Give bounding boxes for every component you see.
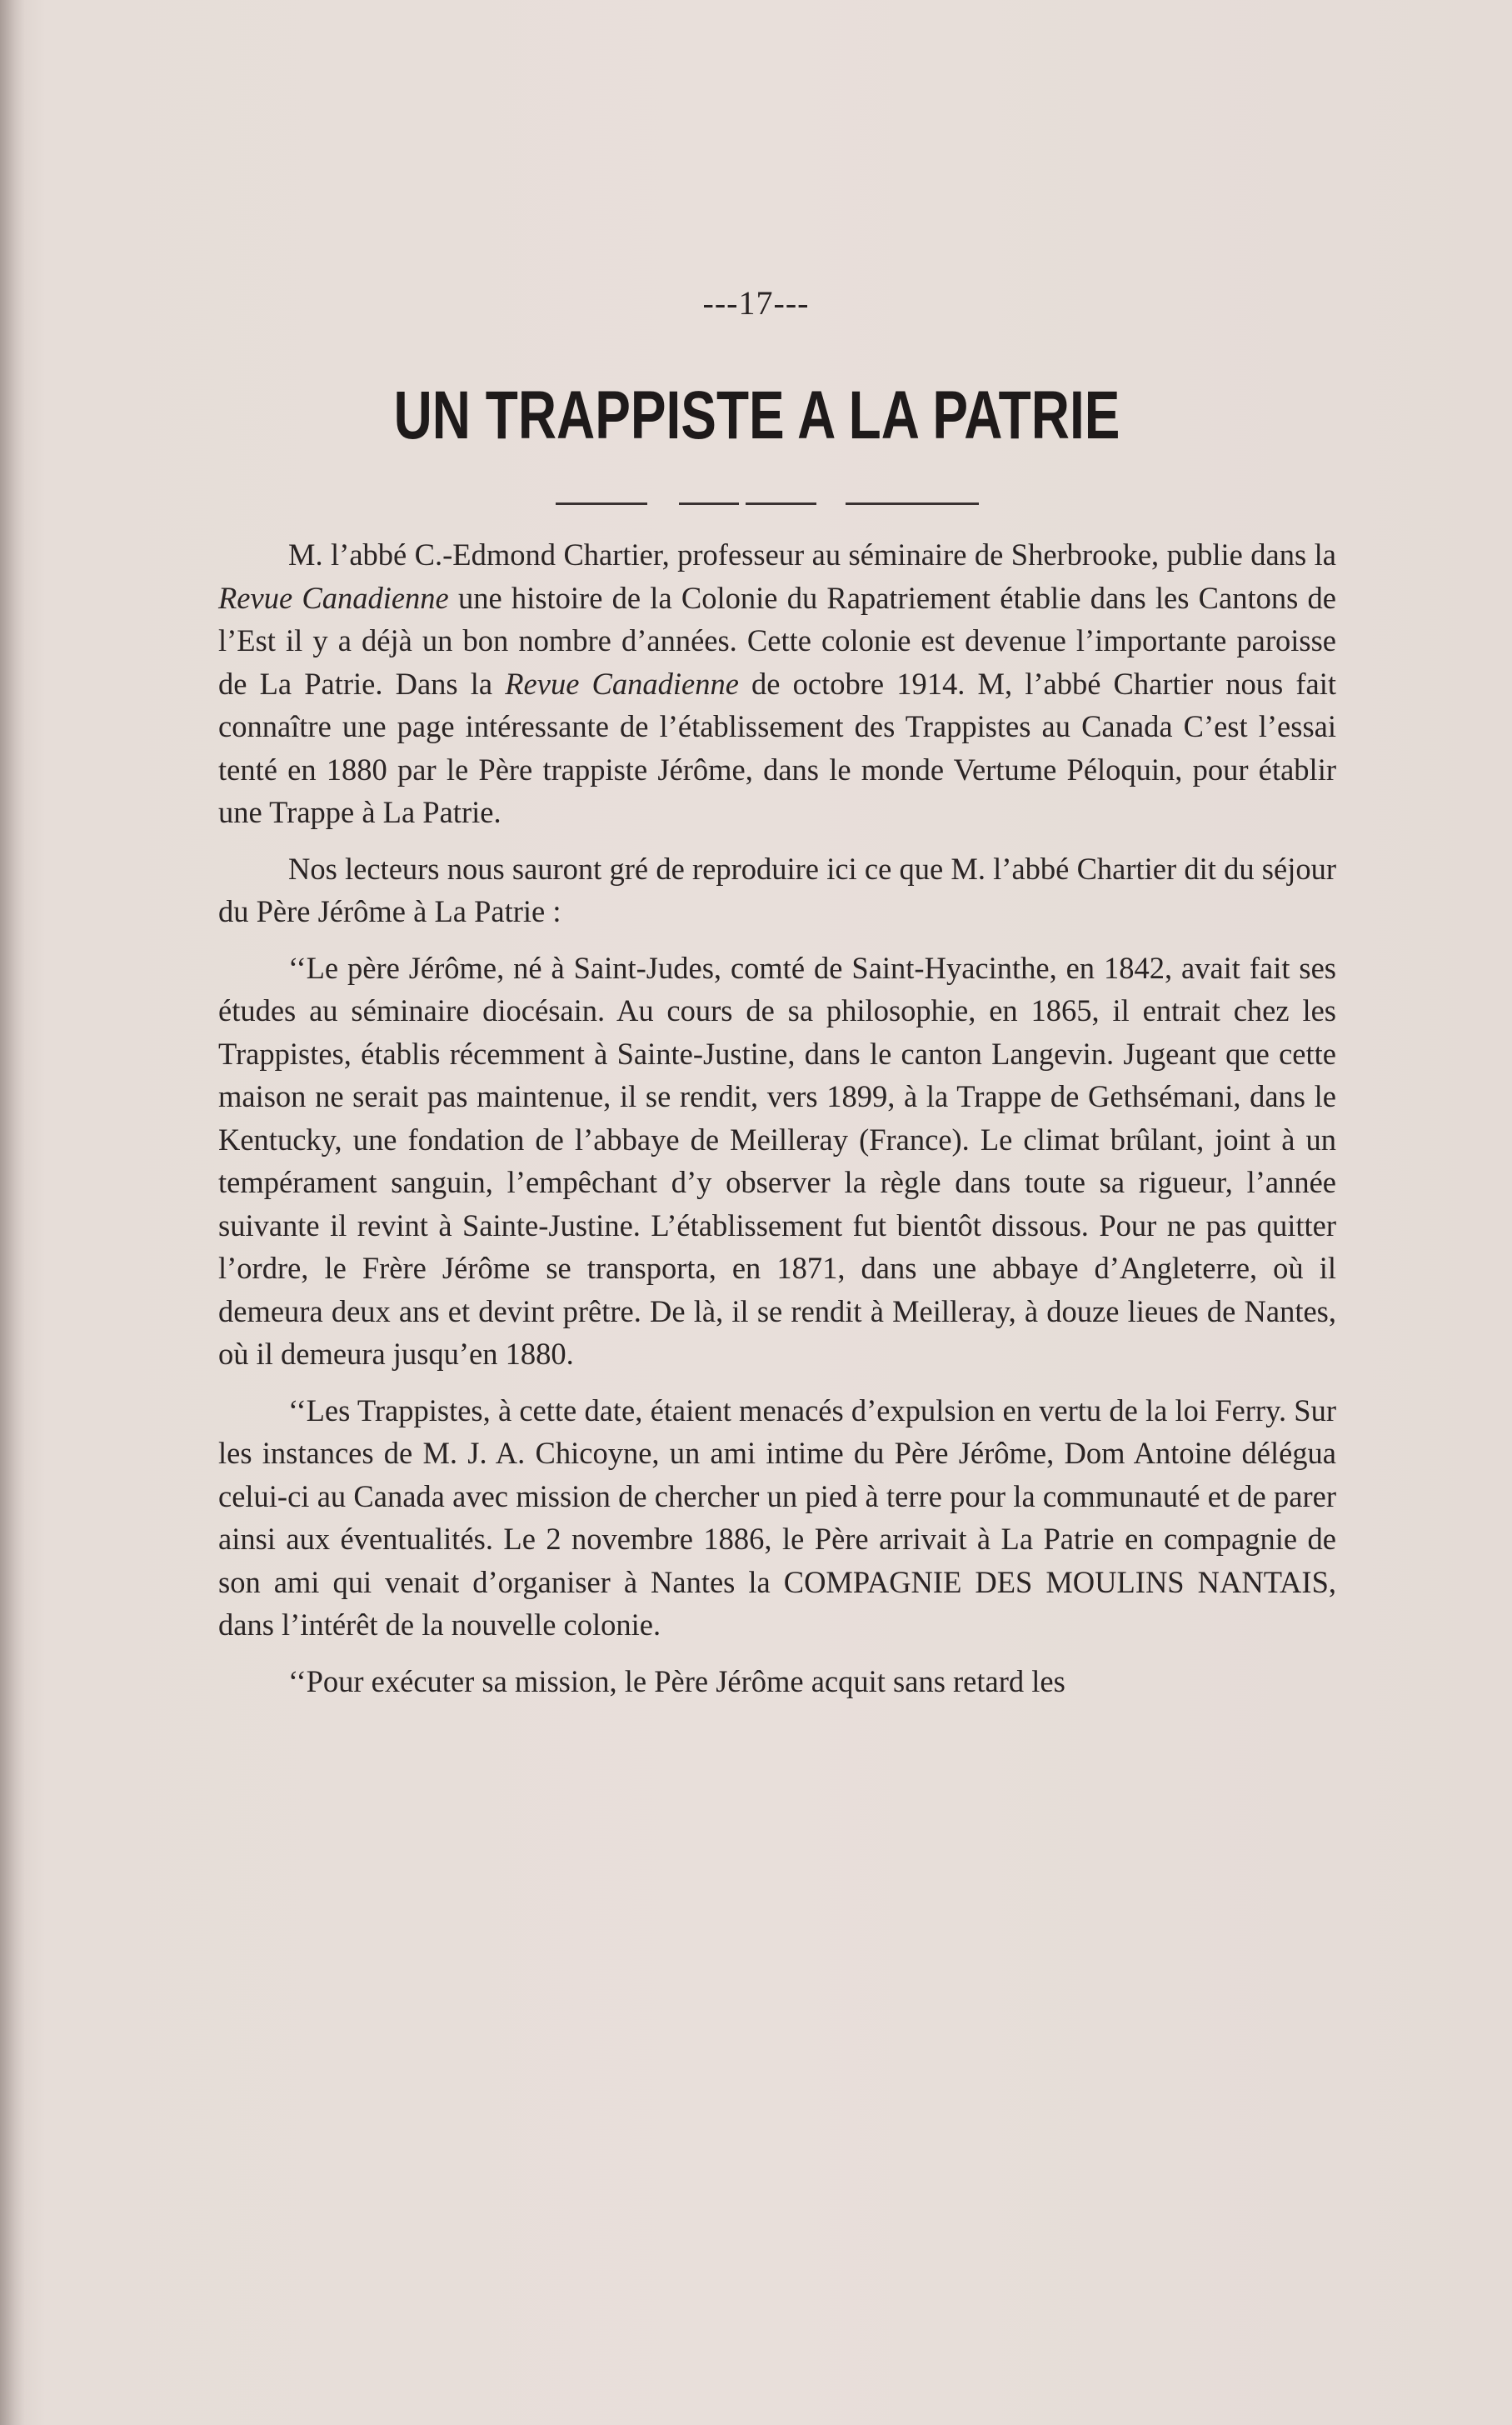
page-number: ---17---	[702, 284, 810, 322]
paragraph-readers: Nos lecteurs nous sauront gré de reproduire ici ce que M. l’abbé Chartier dit du séjour du Père Jérôme à La Patrie :	[218, 851, 1336, 928]
title-rule-3	[746, 502, 816, 505]
paragraph-intro	[218, 533, 1336, 834]
paragraph-intro-text-2: une histoire de la Colonie du Rapatriement établie dans les Cantons de l’Est il y a déjà un bon nombre d’années. Cette colonie est devenue l’importante paroisse de La Patrie. Dans la	[218, 580, 1336, 701]
title-rule-4	[846, 502, 979, 505]
paragraph-quote-continued: ‘‘Pour exécuter sa mission, le Père Jérôme acquit sans retard les	[288, 1663, 1065, 1698]
article-title: UN TRAPPISTE A LA PATRIE	[393, 378, 1120, 453]
binding-edge	[0, 0, 25, 2425]
paragraph-intro-text-3: de octobre 1914. M, l’abbé Chartier nous fait connaître une page intéressante de l’établissement des Trappistes au Canada C’est l’essai tenté en 1880 par le Père trappiste Jérôme, dans le monde Vertume Péloquin, pour établir une Trappe à La Patrie.	[218, 666, 1336, 829]
journal-name: Revue Canadienne	[218, 580, 449, 615]
paragraph-quote-biography: ‘‘Le père Jérôme, né à Saint-Judes, comté de Saint-Hyacinthe, en 1842, avait fait ses études au séminaire diocésain. Au cours de sa philosophie, en 1865, il entrait chez les Trappistes, établis récemment à Sainte-Justine, dans le canton Langevin. Jugeant que cette maison ne serait pas maintenue, il se rendit, vers 1899, à la Trappe de Gethsémani, dans le Kentucky, une fondation de l’abbaye de Meilleray (France). Le climat brûlant, joint à un tempérament sanguin, l’empêchant d’y observer la règle dans toute sa rigueur, l’année suivante il revint à Sainte-Justine. L’établissement fut bientôt dissous. Pour ne pas quitter l’ordre, le Frère Jérôme se transporta, en 1871, dans une abbaye d’Angleterre, où il demeura deux ans et devint prêtre. De là, il se rendit à Meilleray, à douze lieues de Nantes, où il demeura jusqu’en 1880.	[218, 950, 1336, 1371]
title-rule-1	[556, 502, 647, 505]
paragraph-intro-text-1: M. l’abbé C.-Edmond Chartier, professeur au séminaire de Sherbrooke, publie dans la	[288, 538, 1336, 572]
journal-name: Revue Canadienne	[505, 666, 739, 701]
paragraph-quote-mission: ‘‘Les Trappistes, à cette date, étaient menacés d’expulsion en vertu de la loi Ferry. Sur les instances de M. J. A. Chicoyne, un ami intime du Père Jérôme, Dom Antoine délégua celui-ci au Canada avec mission de chercher un pied à terre pour la communauté et de parer ainsi aux éventualités. Le 2 novembre 1886, le Père arrivait à La Patrie en compagnie de son ami qui venait d’organiser à Nantes la COMPAGNIE DES MOULINS NANTAIS, dans l’intérêt de la nouvelle colonie.	[218, 1392, 1336, 1642]
title-rule-2	[679, 502, 739, 505]
article-body	[218, 533, 1336, 1716]
